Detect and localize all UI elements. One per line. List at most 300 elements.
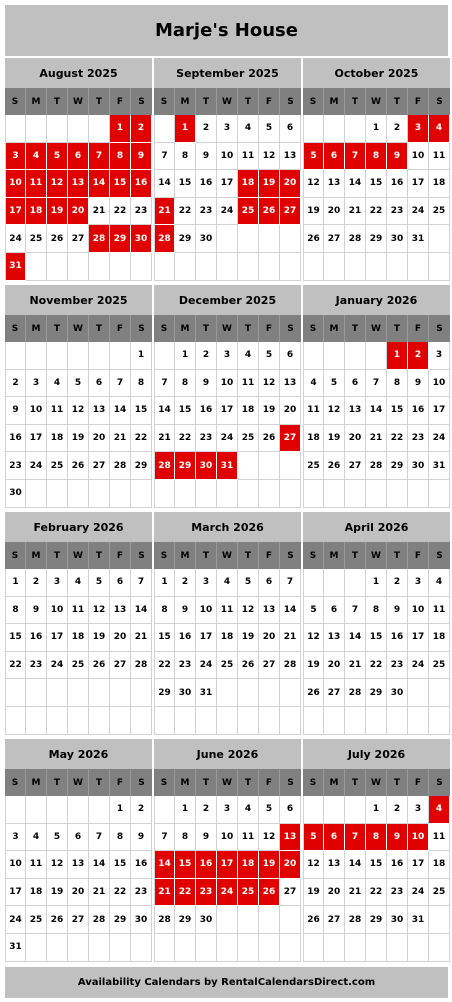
day-cell: 24 xyxy=(5,225,26,253)
weekday-label: W xyxy=(366,769,387,796)
day-cell-empty xyxy=(324,115,345,143)
day-cell: 7 xyxy=(154,824,175,852)
month-calendar xyxy=(5,739,152,962)
weekday-label: F xyxy=(259,88,280,115)
day-cell: 7 xyxy=(89,824,110,852)
day-cell: 13 xyxy=(68,851,89,879)
weekday-label: M xyxy=(26,542,47,569)
day-cell: 13 xyxy=(280,370,301,398)
day-cell: 4 xyxy=(68,569,89,597)
day-cell-empty xyxy=(408,679,429,707)
day-cell-booked: 29 xyxy=(110,225,131,253)
day-cell: 10 xyxy=(196,597,217,625)
day-cell: 22 xyxy=(387,425,408,453)
day-cell: 7 xyxy=(154,143,175,171)
day-cell: 9 xyxy=(196,824,217,852)
weekday-label: T xyxy=(345,315,366,342)
day-cell-empty xyxy=(47,707,68,735)
day-cell: 27 xyxy=(324,679,345,707)
day-cell-booked: 28 xyxy=(89,225,110,253)
day-cell-booked: 14 xyxy=(154,851,175,879)
day-cell: 27 xyxy=(68,906,89,934)
day-cell-empty xyxy=(89,115,110,143)
day-cell: 13 xyxy=(324,851,345,879)
weekday-label: S xyxy=(154,315,175,342)
day-cell-empty xyxy=(154,253,175,281)
day-cell: 8 xyxy=(5,597,26,625)
day-cell: 15 xyxy=(131,397,152,425)
weekday-label: S xyxy=(154,88,175,115)
day-cell: 1 xyxy=(366,115,387,143)
day-cell: 22 xyxy=(110,198,131,226)
day-cell: 3 xyxy=(47,569,68,597)
day-cell: 29 xyxy=(387,452,408,480)
day-cell-empty xyxy=(429,707,450,735)
day-cell-empty xyxy=(238,225,259,253)
weekday-header-row xyxy=(5,88,152,115)
day-cell: 12 xyxy=(259,143,280,171)
day-cell: 18 xyxy=(429,624,450,652)
weekday-label: F xyxy=(110,769,131,796)
weekday-label: T xyxy=(89,542,110,569)
day-cell: 28 xyxy=(345,906,366,934)
day-cell-empty xyxy=(345,569,366,597)
weekday-label: M xyxy=(324,88,345,115)
day-cell: 23 xyxy=(387,879,408,907)
day-cell-empty xyxy=(47,342,68,370)
day-cell: 4 xyxy=(303,370,324,398)
day-cell-empty xyxy=(345,253,366,281)
day-cell: 29 xyxy=(154,679,175,707)
weekday-label: T xyxy=(387,769,408,796)
day-cell: 17 xyxy=(217,397,238,425)
day-cell: 1 xyxy=(5,569,26,597)
day-cell: 19 xyxy=(68,425,89,453)
day-cell-empty xyxy=(429,253,450,281)
day-cell-empty xyxy=(5,707,26,735)
day-cell: 28 xyxy=(154,906,175,934)
day-cell: 18 xyxy=(238,397,259,425)
day-cell: 30 xyxy=(131,906,152,934)
day-cell: 1 xyxy=(366,569,387,597)
day-cell: 24 xyxy=(5,906,26,934)
day-grid xyxy=(303,115,450,281)
day-cell-empty xyxy=(259,452,280,480)
day-cell-empty xyxy=(47,796,68,824)
day-cell-empty xyxy=(26,342,47,370)
weekday-label: W xyxy=(217,315,238,342)
weekday-label: W xyxy=(217,542,238,569)
day-cell-empty xyxy=(238,906,259,934)
day-cell: 29 xyxy=(366,679,387,707)
day-cell: 8 xyxy=(175,143,196,171)
day-cell: 15 xyxy=(366,851,387,879)
day-cell-empty xyxy=(5,796,26,824)
day-cell-empty xyxy=(154,342,175,370)
day-cell: 6 xyxy=(280,796,301,824)
day-cell: 1 xyxy=(154,569,175,597)
day-cell-empty xyxy=(175,934,196,962)
day-cell-booked: 6 xyxy=(324,143,345,171)
day-cell-booked: 4 xyxy=(429,115,450,143)
day-cell-empty xyxy=(217,707,238,735)
day-cell-empty xyxy=(154,480,175,508)
day-cell: 17 xyxy=(26,425,47,453)
day-cell-empty xyxy=(196,934,217,962)
day-cell-empty xyxy=(238,452,259,480)
day-cell: 16 xyxy=(131,851,152,879)
day-cell-booked: 19 xyxy=(47,198,68,226)
day-cell-empty xyxy=(110,480,131,508)
day-cell: 20 xyxy=(324,198,345,226)
day-cell-booked: 20 xyxy=(68,198,89,226)
day-cell-booked: 16 xyxy=(131,170,152,198)
day-cell: 11 xyxy=(238,824,259,852)
day-cell: 30 xyxy=(387,225,408,253)
day-cell: 3 xyxy=(5,824,26,852)
day-cell-empty xyxy=(303,342,324,370)
day-cell: 14 xyxy=(280,597,301,625)
day-cell: 5 xyxy=(238,569,259,597)
day-cell-empty xyxy=(366,707,387,735)
day-cell-empty xyxy=(387,934,408,962)
day-cell-empty xyxy=(259,934,280,962)
day-cell-empty xyxy=(408,707,429,735)
day-cell: 21 xyxy=(89,198,110,226)
day-cell-booked: 7 xyxy=(345,824,366,852)
day-cell: 2 xyxy=(196,115,217,143)
day-cell: 24 xyxy=(408,198,429,226)
day-cell-empty xyxy=(280,253,301,281)
day-cell-booked: 11 xyxy=(26,170,47,198)
day-cell-booked: 19 xyxy=(259,851,280,879)
day-cell: 4 xyxy=(238,342,259,370)
day-cell: 31 xyxy=(5,934,26,962)
day-cell: 10 xyxy=(26,397,47,425)
day-grid xyxy=(5,796,152,962)
day-cell-empty xyxy=(259,906,280,934)
day-grid xyxy=(154,796,301,962)
day-cell: 13 xyxy=(259,597,280,625)
day-grid xyxy=(154,115,301,281)
day-cell: 23 xyxy=(387,652,408,680)
day-cell: 26 xyxy=(324,452,345,480)
day-cell: 25 xyxy=(68,652,89,680)
day-cell-empty xyxy=(238,253,259,281)
day-cell-booked: 21 xyxy=(154,879,175,907)
day-cell-empty xyxy=(196,480,217,508)
day-cell-empty xyxy=(259,707,280,735)
day-cell: 10 xyxy=(429,370,450,398)
day-cell-empty xyxy=(89,253,110,281)
day-cell: 2 xyxy=(387,569,408,597)
weekday-label: S xyxy=(287,777,294,788)
day-cell: 22 xyxy=(131,425,152,453)
day-cell-empty xyxy=(429,480,450,508)
day-cell-booked: 15 xyxy=(175,851,196,879)
day-cell: 6 xyxy=(110,569,131,597)
day-cell-empty xyxy=(324,342,345,370)
day-cell: 5 xyxy=(259,796,280,824)
weekday-header-row xyxy=(154,315,301,342)
day-cell-empty xyxy=(366,342,387,370)
day-cell: 20 xyxy=(324,879,345,907)
day-cell: 28 xyxy=(131,652,152,680)
weekday-label: M xyxy=(324,542,345,569)
day-cell: 13 xyxy=(280,143,301,171)
day-cell-booked: 19 xyxy=(259,170,280,198)
day-cell-empty xyxy=(408,253,429,281)
day-cell: 8 xyxy=(366,597,387,625)
day-cell-empty xyxy=(324,253,345,281)
weekday-label: T xyxy=(238,88,259,115)
weekday-label: F xyxy=(408,769,429,796)
day-cell: 10 xyxy=(47,597,68,625)
day-grid xyxy=(303,569,450,735)
day-cell: 19 xyxy=(303,652,324,680)
weekday-label: F xyxy=(408,315,429,342)
day-cell-empty xyxy=(175,253,196,281)
day-cell-booked: 9 xyxy=(387,143,408,171)
day-cell-empty xyxy=(408,934,429,962)
day-cell: 29 xyxy=(366,225,387,253)
day-cell-booked: 18 xyxy=(238,851,259,879)
day-cell: 16 xyxy=(387,851,408,879)
day-cell-empty xyxy=(47,679,68,707)
day-cell: 7 xyxy=(280,569,301,597)
day-grid xyxy=(5,342,152,508)
day-cell: 25 xyxy=(217,652,238,680)
day-cell: 19 xyxy=(47,879,68,907)
day-cell: 14 xyxy=(345,624,366,652)
day-cell: 28 xyxy=(89,906,110,934)
day-cell-empty xyxy=(280,934,301,962)
day-cell-empty xyxy=(238,707,259,735)
day-grid xyxy=(5,115,152,281)
day-cell-empty xyxy=(89,707,110,735)
day-cell: 3 xyxy=(408,796,429,824)
day-cell-empty xyxy=(5,115,26,143)
day-cell-booked: 22 xyxy=(175,879,196,907)
weekday-label: S xyxy=(5,542,26,569)
day-cell: 31 xyxy=(429,452,450,480)
weekday-header-row xyxy=(303,769,450,796)
month-title: November 2025 xyxy=(5,285,152,315)
day-cell-empty xyxy=(429,934,450,962)
day-cell: 12 xyxy=(324,397,345,425)
day-cell-booked: 28 xyxy=(154,225,175,253)
day-cell: 11 xyxy=(217,597,238,625)
day-cell-empty xyxy=(68,796,89,824)
day-cell: 12 xyxy=(89,597,110,625)
day-cell: 13 xyxy=(324,624,345,652)
day-cell-booked: 25 xyxy=(238,198,259,226)
day-cell: 27 xyxy=(68,225,89,253)
day-cell: 15 xyxy=(175,170,196,198)
day-cell-empty xyxy=(366,253,387,281)
weekday-label: M xyxy=(175,769,196,796)
day-cell: 17 xyxy=(217,170,238,198)
day-cell: 5 xyxy=(259,342,280,370)
day-cell: 15 xyxy=(366,624,387,652)
day-cell: 28 xyxy=(345,225,366,253)
day-cell-booked: 26 xyxy=(259,198,280,226)
day-cell: 23 xyxy=(408,425,429,453)
weekday-label: T xyxy=(89,88,110,115)
day-cell: 12 xyxy=(259,824,280,852)
day-cell-booked: 7 xyxy=(89,143,110,171)
day-cell: 10 xyxy=(217,143,238,171)
month-calendar xyxy=(154,58,301,281)
day-cell: 22 xyxy=(175,198,196,226)
month-title: September 2025 xyxy=(154,58,301,88)
day-cell: 6 xyxy=(324,597,345,625)
weekday-label: S xyxy=(138,96,145,107)
weekday-label: T xyxy=(238,315,259,342)
day-cell-empty xyxy=(387,480,408,508)
day-cell: 30 xyxy=(196,906,217,934)
day-cell-empty xyxy=(26,796,47,824)
month-title: April 2026 xyxy=(303,512,450,542)
day-cell: 26 xyxy=(238,652,259,680)
weekday-label: M xyxy=(26,315,47,342)
day-cell-empty xyxy=(238,480,259,508)
day-cell-empty xyxy=(110,934,131,962)
day-cell: 15 xyxy=(387,397,408,425)
day-cell: 16 xyxy=(196,170,217,198)
weekday-header-row xyxy=(5,542,152,569)
day-cell: 25 xyxy=(26,225,47,253)
weekday-header-row xyxy=(5,315,152,342)
day-cell: 18 xyxy=(47,425,68,453)
day-cell: 19 xyxy=(259,397,280,425)
weekday-label: T xyxy=(47,315,68,342)
month-calendar xyxy=(303,739,450,962)
day-cell: 29 xyxy=(175,225,196,253)
day-cell: 2 xyxy=(387,115,408,143)
month-calendar xyxy=(154,285,301,508)
day-cell-empty xyxy=(280,452,301,480)
day-cell: 4 xyxy=(26,824,47,852)
day-cell: 15 xyxy=(175,397,196,425)
day-cell: 6 xyxy=(89,370,110,398)
day-cell: 22 xyxy=(366,652,387,680)
day-cell: 7 xyxy=(131,569,152,597)
day-cell-empty xyxy=(89,342,110,370)
day-cell-booked: 15 xyxy=(110,170,131,198)
day-cell-empty xyxy=(26,480,47,508)
day-cell-empty xyxy=(175,707,196,735)
day-cell: 23 xyxy=(175,652,196,680)
day-cell: 29 xyxy=(366,906,387,934)
day-cell: 21 xyxy=(345,879,366,907)
day-cell: 14 xyxy=(131,597,152,625)
weekday-label: T xyxy=(47,88,68,115)
day-cell-empty xyxy=(89,679,110,707)
day-cell-empty xyxy=(345,480,366,508)
day-cell-booked: 1 xyxy=(110,115,131,143)
day-cell: 12 xyxy=(238,597,259,625)
day-cell: 21 xyxy=(131,624,152,652)
month-title: July 2026 xyxy=(303,739,450,769)
day-cell-empty xyxy=(303,569,324,597)
day-cell-empty xyxy=(280,480,301,508)
day-cell: 31 xyxy=(196,679,217,707)
weekday-label: T xyxy=(196,315,217,342)
day-cell: 11 xyxy=(429,824,450,852)
day-cell: 1 xyxy=(175,342,196,370)
day-cell-booked: 9 xyxy=(387,824,408,852)
day-cell-empty xyxy=(345,342,366,370)
day-cell-empty xyxy=(345,934,366,962)
day-cell-empty xyxy=(154,796,175,824)
day-cell-empty xyxy=(324,569,345,597)
day-cell: 20 xyxy=(68,879,89,907)
day-cell: 9 xyxy=(387,597,408,625)
day-cell-empty xyxy=(217,679,238,707)
day-cell: 17 xyxy=(5,879,26,907)
day-cell-booked: 18 xyxy=(26,198,47,226)
day-cell-empty xyxy=(303,253,324,281)
month-title: October 2025 xyxy=(303,58,450,88)
day-cell: 11 xyxy=(303,397,324,425)
day-cell-empty xyxy=(280,225,301,253)
day-cell: 19 xyxy=(89,624,110,652)
day-grid xyxy=(303,796,450,962)
day-cell: 21 xyxy=(345,652,366,680)
weekday-label: S xyxy=(436,777,443,788)
weekday-label: W xyxy=(68,88,89,115)
day-cell-empty xyxy=(131,480,152,508)
day-cell: 24 xyxy=(26,452,47,480)
day-cell: 14 xyxy=(110,397,131,425)
day-cell: 26 xyxy=(47,225,68,253)
day-cell: 3 xyxy=(217,115,238,143)
day-cell-empty xyxy=(280,707,301,735)
day-cell: 7 xyxy=(110,370,131,398)
day-cell-booked: 14 xyxy=(89,170,110,198)
day-cell-empty xyxy=(89,796,110,824)
day-cell-empty xyxy=(259,253,280,281)
day-cell-empty xyxy=(154,115,175,143)
day-cell: 11 xyxy=(429,143,450,171)
weekday-label: T xyxy=(238,769,259,796)
weekday-label: S xyxy=(138,323,145,334)
day-cell: 21 xyxy=(280,624,301,652)
day-cell-empty xyxy=(238,934,259,962)
day-cell: 20 xyxy=(259,624,280,652)
day-cell: 12 xyxy=(303,170,324,198)
day-cell: 9 xyxy=(175,597,196,625)
weekday-label: T xyxy=(47,769,68,796)
day-cell: 16 xyxy=(196,397,217,425)
day-cell: 8 xyxy=(175,370,196,398)
day-cell: 6 xyxy=(280,342,301,370)
weekday-label: M xyxy=(26,88,47,115)
day-cell-empty xyxy=(26,115,47,143)
day-cell: 8 xyxy=(154,597,175,625)
weekday-label: T xyxy=(387,542,408,569)
day-cell-empty xyxy=(26,934,47,962)
day-cell: 24 xyxy=(217,425,238,453)
day-cell-empty xyxy=(68,115,89,143)
day-cell-booked: 7 xyxy=(345,143,366,171)
day-cell: 19 xyxy=(303,879,324,907)
day-cell: 16 xyxy=(408,397,429,425)
weekday-label: F xyxy=(259,769,280,796)
day-cell-empty xyxy=(68,253,89,281)
day-cell: 27 xyxy=(324,906,345,934)
